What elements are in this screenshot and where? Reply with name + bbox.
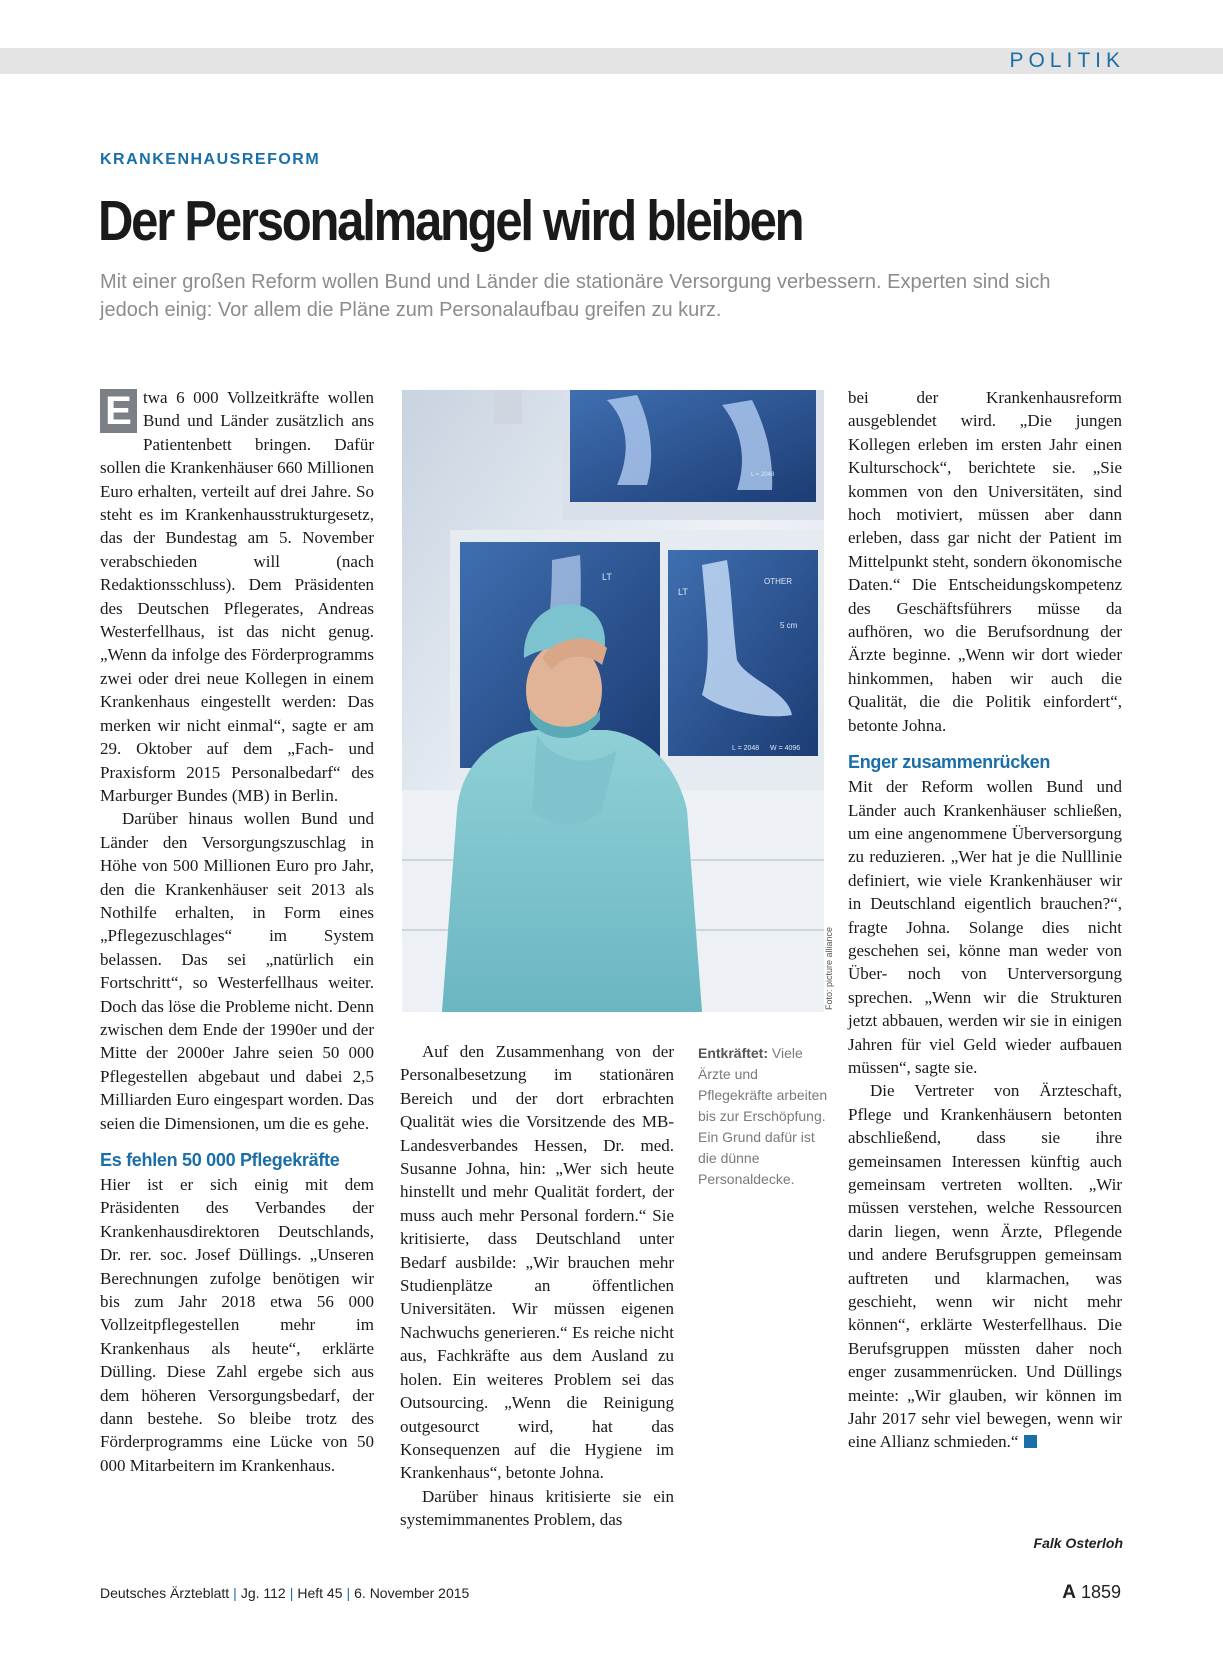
section-heading: Es fehlen 50 000 Pflegekräfte bbox=[100, 1150, 340, 1170]
paragraph: bei der Krankenhausreform ausgeblendet wird. „Die jungen Kollegen erleben im ersten Jahr einen Kulturschock“, berichtete sie. „Sie kommen von den Universitäten, sind hoch motiviert, müssen aber dann erleben, dass gar nicht der Patient im Mittelpunkt steht, sondern ökonomische Daten.“ Die Entscheidungskompetenz des Geschäftsführers müsse da aufhören, wo die Berufsordnung der Ärzte beginne. „Wenn wir dort wieder hinkommen, haben wir auch die Qualität, die die Politik einfordert“, betonte Johna. bbox=[848, 388, 1122, 735]
paragraph: Mit der Reform wollen Bund und Länder auch Krankenhäuser schließen, um eine angenommene Überversorgung zu reduzieren. „Wer hat je die Nulllinie definiert, wie viele Krankenhäuser wir in Deutschland eigentlich brauchen?“, fragte Johna. Solange dies nicht geschehen sei, könne man weder von Über- noch von Unterversorgung sprechen. „Wenn wir die Strukturen jetzt abbauen, werden wir sie in einigen Jahren für viel Geld wieder aufbauen müssen“, sagte sie. bbox=[848, 777, 1122, 1077]
article-photo bbox=[402, 390, 824, 1012]
paragraph: Darüber hinaus kritisierte sie ein systemimmanentes Problem, das bbox=[400, 1486, 674, 1530]
paragraph-text: Die Vertreter von Ärzteschaft, Pflege und Krankenhäusern betonten abschließend, dass sie ihre gemeinsamen Interessen künftig auch gemeinsam vertreten wollten. „Wir müssen verstehen, welche Ressourcen darin liegen, wenn Ärzte, Pflegende und andere Berufsgruppen gemeinsam auftreten und klarmachen, was geschieht, wenn wir nicht mehr können“, erklärte Westerfellhaus. Die Berufsgruppen müssten daher noch enger zusammenrücken. Und Düllings meinte: „Wir glauben, wir können im Jahr 2017 sehr viel bewegen, wenn wir eine Allianz schmieden.“ bbox=[848, 1081, 1122, 1452]
page-prefix: A bbox=[1062, 1582, 1076, 1603]
paragraph: twa 6 000 Vollzeitkräfte wollen Bund und Länder zusätzlich ans Patientenbett bringen. Dafür sollen die Krankenhäuser 660 Millionen Euro erhalten, verteilt auf drei Jahre. So steht es im Krankenhausstrukturgesetz, das der Bundestag am 5. November verabschieden will (nach Redaktionsschluss). Dem Präsidenten des Deutschen Pflegerates, Andreas Westerfellhaus, ist das nicht genug. „Wenn da infolge des Förderprogramms zwei oder drei neue Kollegen in einem Krankenhaus eingestellt werden: Das merken wir nicht einmal“, sagte er am 29. Oktober auf dem „Fach- und Praxisform 2015 Personalbedarf“ des Marburger Bundes (MB) in Berlin. bbox=[100, 388, 374, 805]
paragraph bbox=[848, 1079, 1122, 1454]
photo-caption bbox=[698, 1043, 828, 1190]
section-label: POLITIK bbox=[1009, 49, 1125, 72]
paragraph: Hier ist er sich einig mit dem Präsidenten des Verbandes der Krankenhausdirektoren Deutschlands, Dr. rer. soc. Josef Düllings. „Unseren Berechnungen zufolge benötigen wir bis zum Jahr 2018 etwa 56 000 Vollzeitpflegestellen mehr im Krankenhaus als heute“, erklärte Dülling. Diese Zahl ergebe sich aus dem höheren Versorgungsbedarf, der dann bestehe. So bleibe trotz des Förderprogramms eine Lücke von 50 000 Mitarbeitern im Krankenhaus. bbox=[100, 1175, 374, 1475]
page-number bbox=[1062, 1582, 1121, 1604]
page-number-value: 1859 bbox=[1080, 1582, 1121, 1602]
article-subtitle: Mit einer großen Reform wollen Bund und Länder die stationäre Versorgung verbessern. Experten sind sich jedoch einig: Vor allem die Pläne zum Personalaufbau greifen zu kurz. bbox=[100, 271, 1051, 321]
text-column-1 bbox=[100, 386, 374, 1477]
drop-cap: E bbox=[100, 389, 137, 433]
article-title: Der Personalmangel wird bleiben bbox=[98, 189, 803, 253]
xray-label: L = 2048 bbox=[751, 472, 775, 478]
text-column-3 bbox=[848, 386, 1122, 1454]
journal-name: Deutsches Ärzteblatt bbox=[100, 1585, 230, 1601]
author-name: Falk Osterloh bbox=[1033, 1535, 1123, 1551]
caption-text: Viele Ärzte und Pflegekräfte arbeiten bis zur Erschöpfung. Ein Grund dafür ist die dünne Personaldecke. bbox=[698, 1045, 828, 1187]
paragraph: Darüber hinaus wollen Bund und Länder den Versorgungszuschlag in Höhe von 500 Millionen Euro pro Jahr, den die Krankenhäuser seit 2013 als Nothilfe erhalten, in Form eines „Pflegezuschlages“ im System belassen. Das sei „natürlich ein Fortschritt“, so Westerfellhaus weiter. Doch das löse die Probleme nicht. Denn zwischen dem Ende der 1990er und der Mitte der 2000er Jahre seien 50 000 Pflegestellen abgebaut und dabei 2,5 Milliarden Euro eingespart worden. Das seien die Dimensionen, um die es gehe. bbox=[100, 809, 374, 1133]
journal-volume: Jg. 112 bbox=[240, 1585, 286, 1601]
end-mark-icon bbox=[1024, 1435, 1037, 1448]
journal-issue: Heft 45 bbox=[297, 1585, 343, 1601]
xray-label: OTHER bbox=[764, 577, 792, 586]
photo-credit: Foto: picture alliance bbox=[824, 926, 834, 1010]
xray-label: L = 2048 bbox=[732, 745, 760, 752]
paragraph: Auf den Zusammenhang von der Personalbesetzung im stationären Bereich und der dort erbrachten Qualität wies die Vorsitzende des MB-Landesverbandes Hessen, Dr. med. Susanne Johna, hin: „Wer sich heute hinstellt und mehr Qualität fordert, der muss auch mehr Personal fordern.“ Sie kritisierte, dass Deutschland unter Bedarf ausbilde: „Wir brauchen mehr Studienplätze an öffentlichen Universitäten. Wir müssen eigenen Nachwuchs generieren.“ Es reiche nicht aus, Fachkräfte aus dem Ausland zu holen. Ein weiteres Problem sei das Outsourcing. „Wenn die Reinigung outgesourct wird, hat das Konsequenzen auf die Hygiene im Krankenhaus“, betonte Johna. bbox=[400, 1042, 674, 1483]
caption-lead: Entkräftet: bbox=[698, 1045, 769, 1061]
issue-date: 6. November 2015 bbox=[354, 1585, 470, 1601]
text-column-2 bbox=[400, 1040, 674, 1532]
xray-label: LT bbox=[602, 572, 612, 582]
xray-label: W = 4096 bbox=[770, 745, 801, 752]
xray-label: 5 cm bbox=[780, 621, 798, 630]
section-heading: Enger zusammenrücken bbox=[848, 752, 1051, 773]
xray-label: LT bbox=[678, 587, 688, 597]
article-kicker: KRANKENHAUSREFORM bbox=[100, 151, 321, 168]
footer-citation: Deutsches Ärzteblatt | Jg. 112 | Heft 45 | 6. November 2015 bbox=[100, 1585, 470, 1601]
